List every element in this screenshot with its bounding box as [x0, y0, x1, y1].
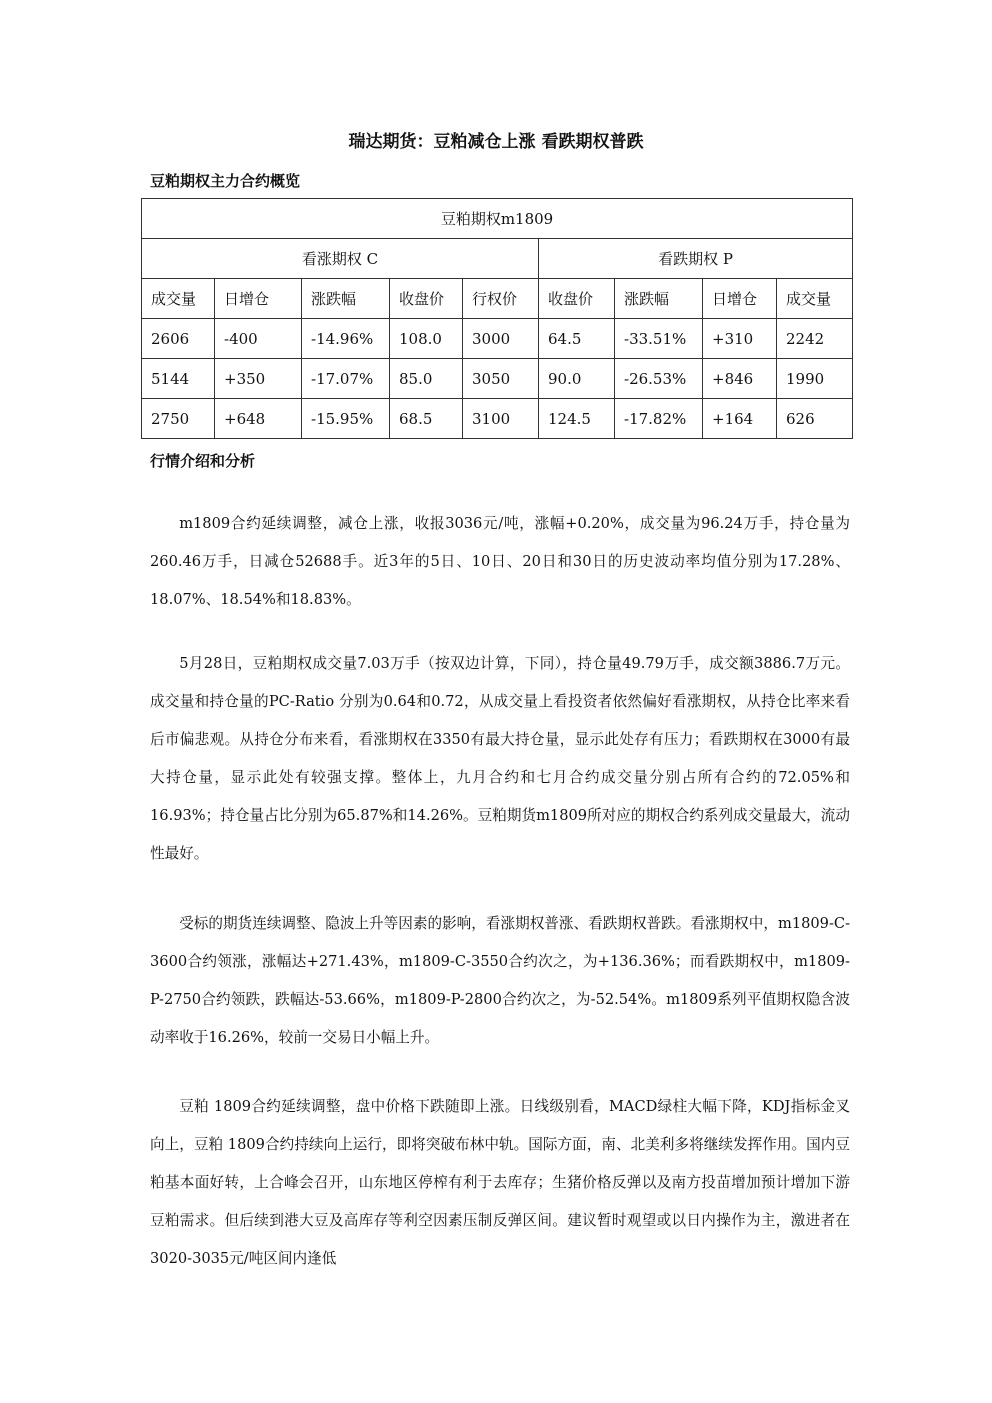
paragraph-text: m1809合约延续调整，减仓上涨，收报3036元/吨，涨幅+0.20%，成交量为96.24万手，持仓量为260.46万手，日减仓52688手。近3年的5日、10日、20日和30日的历史波动率均值分别为17.28%、18.07%、18.54%和18.83%。 — [150, 515, 850, 608]
table-row — [142, 359, 853, 399]
column-header: 收盘价 — [390, 279, 463, 319]
table-cell: -33.51% — [615, 319, 703, 359]
table-cell: 90.0 — [539, 359, 615, 399]
paragraph-text: 豆粕 1809合约延续调整，盘中价格下跌随即上涨。日线级别看，MACD绿柱大幅下降，KDJ指标金叉向上，豆粕 1809合约持续向上运行，即将突破布林中轨。国际方面，南、北美利多将继续发挥作用。国内豆粕基本面好转，上合峰会召开，山东地区停榨有利于去库存；生猪价格反弹以及南方投苗增加预计增加下游豆粕需求。但后续到港大豆及高库存等利空因素压制反弹区间。建议暂时观望或以日内操作为主，激进者在3020-3035元/吨区间内逢低 — [150, 1098, 850, 1267]
column-header-row — [142, 279, 853, 319]
table-row — [142, 399, 853, 439]
column-header: 日增仓 — [215, 279, 302, 319]
table-cell: 3050 — [463, 359, 539, 399]
table-cell: 85.0 — [390, 359, 463, 399]
analysis-heading: 行情介绍和分析 — [150, 452, 256, 470]
column-header: 日增仓 — [703, 279, 777, 319]
column-header: 涨跌幅 — [302, 279, 390, 319]
table-cell: 1990 — [777, 359, 853, 399]
table-cell: -17.07% — [302, 359, 390, 399]
paragraph-volume — [150, 645, 850, 873]
table-cell: +846 — [703, 359, 777, 399]
paragraph-text: 受标的期货连续调整、隐波上升等因素的影响，看涨期权普涨、看跌期权普跌。看涨期权中，m1809-C-3600合约领涨，涨幅达+271.43%，m1809-C-3550合约次之，为+136.36%；而看跌期权中，m1809-P-2750合约领跌，跌幅达-53.66%，m1809-P-2800合约次之，为-52.54%。m1809系列平值期权隐含波动率收于16.26%，较前一交易日小幅上升。 — [150, 915, 850, 1046]
paragraph-volatility — [150, 505, 850, 619]
table-cell: 5144 — [142, 359, 215, 399]
table-cell: 2606 — [142, 319, 215, 359]
table-cell: 124.5 — [539, 399, 615, 439]
table-cell: -26.53% — [615, 359, 703, 399]
table-cell: +350 — [215, 359, 302, 399]
table-cell: 3100 — [463, 399, 539, 439]
column-header: 成交量 — [777, 279, 853, 319]
table-cell: 3000 — [463, 319, 539, 359]
table-cell: -17.82% — [615, 399, 703, 439]
overview-heading: 豆粕期权主力合约概览 — [150, 172, 301, 190]
table-cell: +164 — [703, 399, 777, 439]
table-cell: -400 — [215, 319, 302, 359]
options-table — [141, 198, 853, 439]
table-cell: 64.5 — [539, 319, 615, 359]
column-header: 收盘价 — [539, 279, 615, 319]
column-header: 成交量 — [142, 279, 215, 319]
put-options-header: 看跌期权 P — [539, 239, 853, 279]
column-header: 行权价 — [463, 279, 539, 319]
column-header: 涨跌幅 — [615, 279, 703, 319]
paragraph-text: 5月28日，豆粕期权成交量7.03万手（按双边计算，下同），持仓量49.79万手，成交额3886.7万元。成交量和持仓量的PC-Ratio 分别为0.64和0.72，从成交量上看投资者依然偏好看涨期权，从持仓比率来看后市偏悲观。从持仓分布来看，看涨期权在3350有最大持仓量，显示此处存有压力；看跌期权在3000有最大持仓量，显示此处有较强支撑。整体上，九月合约和七月合约成交量分别占所有合约的72.05%和16.93%；持仓量占比分别为65.87%和14.26%。豆粕期货m1809所对应的期权合约系列成交量最大，流动性最好。 — [150, 655, 850, 862]
page-title: 瑞达期货：豆粕减仓上涨 看跌期权普跌 — [348, 132, 644, 152]
table-row — [142, 319, 853, 359]
table-caption: 豆粕期权m1809 — [142, 199, 853, 239]
table-cell: 108.0 — [390, 319, 463, 359]
table-cell: -15.95% — [302, 399, 390, 439]
table-cell: -14.96% — [302, 319, 390, 359]
call-options-header: 看涨期权 C — [142, 239, 539, 279]
paragraph-performance — [150, 905, 850, 1057]
table-cell: 2242 — [777, 319, 853, 359]
table-cell: 626 — [777, 399, 853, 439]
table-cell: 68.5 — [390, 399, 463, 439]
table-cell: 2750 — [142, 399, 215, 439]
table-cell: +648 — [215, 399, 302, 439]
table-cell: +310 — [703, 319, 777, 359]
paragraph-outlook — [150, 1088, 850, 1278]
